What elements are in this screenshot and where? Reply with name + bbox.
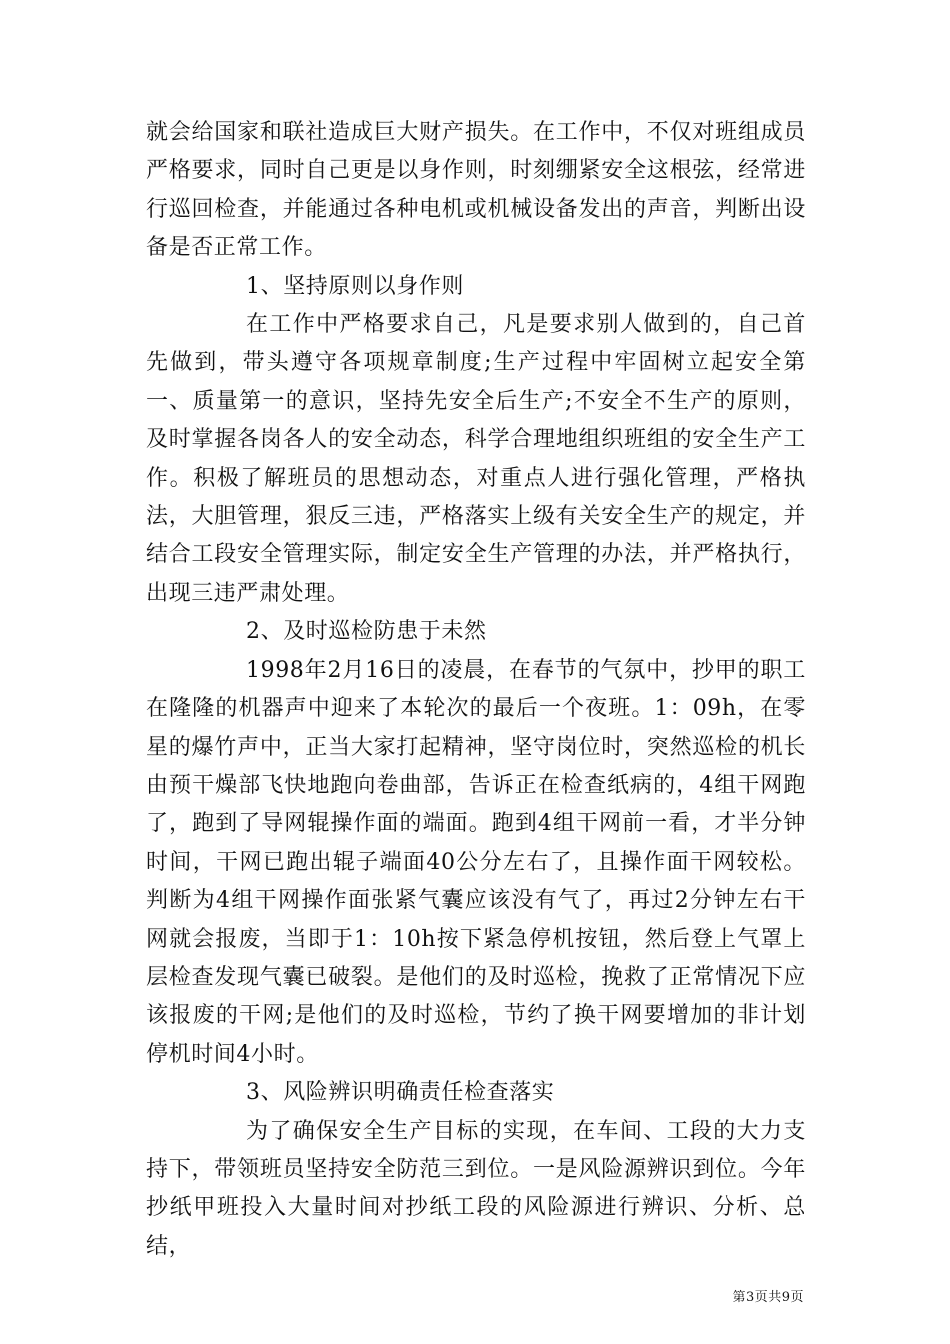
section-heading-3: 3、风险辨识明确责任检查落实 xyxy=(246,1080,555,1106)
section-heading-1: 1、坚持原则以身作则 xyxy=(246,273,464,299)
paragraph-section-3: 为了确保安全生产目标的实现，在车间、工段的大力支持下，带领班员坚持安全防范三到位。一是风险源辨识到位。今年抄纸甲班投入大量时间对抄纸工段的风险源进行辨识、分析、总结， xyxy=(146,1118,806,1259)
section-heading-2: 2、及时巡检防患于未然 xyxy=(246,619,487,645)
document-body xyxy=(146,114,806,1266)
paragraph-section-2: 1998年2月16日的凌晨，在春节的气氛中，抄甲的职工在隆隆的机器声中迎来了本轮次的最后一个夜班。1：09h，在零星的爆竹声中，正当大家打起精神，坚守岗位时，突然巡检的机长由预干燥部飞快地跑向卷曲部，告诉正在检查纸病的，4组干网跑了，跑到了导网辊操作面的端面。跑到4组干网前一看，才半分钟时间，干网已跑出辊子端面40公分左右了，且操作面干网较松。判断为4组干网操作面张紧气囊应该没有气了，再过2分钟左右干网就会报废，当即于1：10h按下紧急停机按钮，然后登上气罩上层检查发现气囊已破裂。是他们的及时巡检，挽救了正常情况下应该报废的干网;是他们的及时巡检，节约了换干网要增加的非计划停机时间4小时。 xyxy=(146,657,806,1067)
paragraph-section-1: 在工作中严格要求自己，凡是要求别人做到的，自己首先做到，带头遵守各项规章制度;生产过程中牢固树立起安全第一、质量第一的意识，坚持先安全后生产;不安全不生产的原则，及时掌握各岗各人的安全动态，科学合理地组织班组的安全生产工作。积极了解班员的思想动态，对重点人进行强化管理，严格执法，大胆管理，狠反三违，严格落实上级有关安全生产的规定，并结合工段安全管理实际，制定安全生产管理的办法，并严格执行，出现三违严肃处理。 xyxy=(146,312,806,606)
page-number-footer: 第3页共9页 xyxy=(732,1290,804,1305)
paragraph-intro-continued: 就会给国家和联社造成巨大财产损失。在工作中，不仅对班组成员严格要求，同时自己更是以身作则，时刻绷紧安全这根弦，经常进行巡回检查，并能通过各种电机或机械设备发出的声音，判断出设备是否正常工作。 xyxy=(146,120,806,261)
